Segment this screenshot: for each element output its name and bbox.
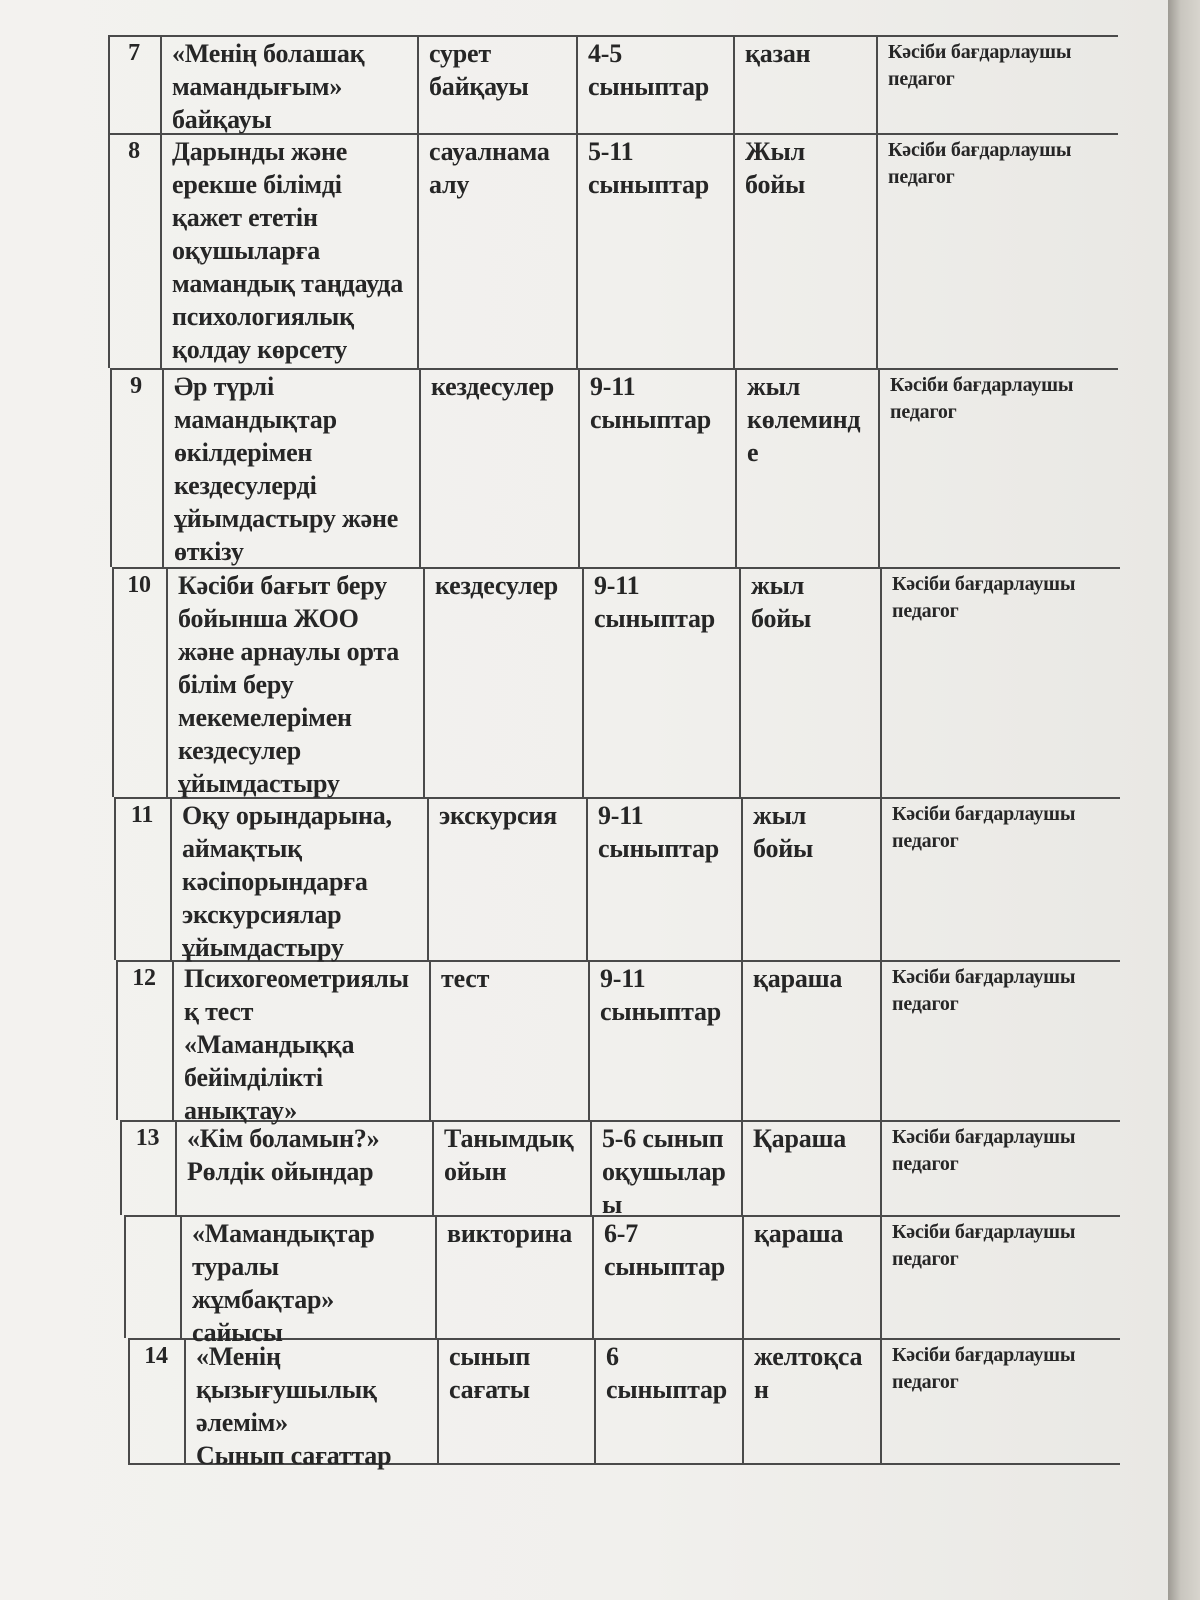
form-cell — [449, 1340, 592, 1406]
cell-line: сайысы — [192, 1318, 283, 1347]
column-rule — [124, 1215, 126, 1338]
cell-line: педагог — [892, 830, 959, 852]
form-cell — [447, 1217, 590, 1250]
cell-line: туралы — [192, 1252, 279, 1281]
cell-line: кездесулерді — [174, 471, 317, 500]
cell-line: мамандығым» — [172, 72, 343, 101]
cell-line: кездесулер — [435, 571, 558, 600]
column-rule — [880, 960, 882, 1120]
timing-cell — [754, 1340, 878, 1406]
cell-line: 5-6 сынып — [602, 1124, 724, 1153]
column-rule — [741, 1120, 743, 1215]
cell-line: бойы — [745, 170, 806, 199]
column-rule — [170, 797, 172, 960]
cell-line: экскурсиялар — [182, 900, 342, 929]
cell-line: «Мамандыққа — [184, 1030, 355, 1059]
column-rule — [880, 1338, 882, 1463]
responsible-cell — [892, 801, 1118, 855]
cell-line: 6 — [606, 1342, 619, 1371]
cell-line: сынып — [449, 1342, 531, 1371]
column-rule — [880, 797, 882, 960]
column-rule — [582, 567, 584, 797]
timing-cell — [753, 962, 878, 995]
column-rule — [166, 567, 168, 797]
event-cell — [182, 799, 425, 964]
form-cell — [429, 135, 574, 201]
column-rule — [180, 1215, 182, 1338]
column-rule — [423, 567, 425, 797]
form-cell — [439, 799, 584, 832]
event-cell — [184, 962, 427, 1127]
cell-line: Кәсіби бағдарлаушы — [890, 374, 1074, 396]
column-rule — [578, 368, 580, 567]
cell-line: білім беру — [178, 670, 294, 699]
cell-line: Сынып сағаттар — [196, 1441, 392, 1470]
cell-line: викторина — [447, 1219, 573, 1248]
cell-line: Рөлдік ойындар — [187, 1157, 374, 1186]
cell-line: сурет — [429, 39, 491, 68]
column-rule — [880, 1120, 882, 1215]
cell-line: желтоқса — [754, 1342, 863, 1371]
cell-line: сыныптар — [606, 1375, 728, 1404]
timing-cell — [753, 1122, 878, 1155]
row-number: 9 — [130, 373, 142, 399]
cell-line: қызығушылық — [196, 1375, 377, 1404]
column-rule — [429, 960, 431, 1120]
event-cell — [192, 1217, 433, 1349]
column-rule — [590, 1120, 592, 1215]
column-rule — [184, 1338, 186, 1463]
responsible-cell — [892, 1219, 1118, 1273]
audience-cell — [588, 135, 731, 201]
cell-line: Дарынды және — [172, 137, 348, 166]
responsible-cell — [888, 39, 1116, 93]
cell-line: қараша — [753, 964, 843, 993]
cell-line: жұмбақтар» — [192, 1285, 335, 1314]
column-rule — [742, 1215, 744, 1338]
page-edge-shadow — [1168, 0, 1200, 1600]
event-cell — [172, 37, 415, 136]
cell-line: Оқу орындарына, — [182, 801, 392, 830]
column-rule — [876, 35, 878, 133]
audience-cell — [594, 569, 737, 635]
cell-line: бойы — [753, 834, 814, 863]
row-number: 13 — [135, 1125, 160, 1151]
cell-line: сыныптар — [588, 72, 710, 101]
column-rule — [160, 35, 162, 133]
cell-line: «Менің болашақ — [172, 39, 365, 68]
cell-line: педагог — [890, 401, 957, 423]
responsible-cell — [892, 571, 1118, 625]
form-cell — [435, 569, 580, 602]
cell-line: 9-11 — [600, 964, 646, 993]
cell-line: қ тест — [184, 997, 254, 1026]
column-rule — [172, 960, 174, 1120]
form-cell — [431, 370, 576, 403]
event-cell — [178, 569, 421, 800]
cell-line: Қараша — [753, 1124, 847, 1153]
audience-cell — [606, 1340, 740, 1406]
cell-line: сыныптар — [604, 1252, 726, 1281]
row-number: 8 — [128, 138, 140, 164]
cell-line: ұйымдастыру — [182, 933, 344, 962]
cell-line: қазан — [745, 39, 811, 68]
column-rule — [576, 35, 578, 133]
column-rule — [576, 133, 578, 368]
cell-line: ұйымдастыру — [178, 769, 340, 798]
cell-line: кәсіпорындарға — [182, 867, 368, 896]
audience-cell — [598, 799, 739, 865]
cell-line: 9-11 — [594, 571, 640, 600]
column-rule — [108, 133, 110, 368]
column-rule — [417, 35, 419, 133]
cell-line: Кәсіби бағдарлаушы — [888, 41, 1072, 63]
cell-line: 5-11 — [588, 137, 634, 166]
column-rule — [876, 133, 878, 368]
cell-line: ерекше білімді — [172, 170, 342, 199]
event-cell — [187, 1122, 430, 1188]
cell-line: 9-11 — [590, 372, 636, 401]
cell-line: мамандық таңдауда — [172, 269, 403, 298]
cell-line: көлеминд — [747, 405, 861, 434]
column-rule — [741, 960, 743, 1120]
row-number: 12 — [132, 965, 156, 991]
column-rule — [417, 133, 419, 368]
timing-cell — [745, 135, 874, 201]
row-number: 14 — [144, 1343, 168, 1369]
timing-cell — [745, 37, 874, 70]
column-rule — [175, 1120, 177, 1215]
row-number: 11 — [130, 802, 154, 828]
cell-line: «Кім боламын?» — [187, 1124, 380, 1153]
cell-line: бойы — [751, 604, 812, 633]
column-rule — [160, 133, 162, 368]
cell-line: экскурсия — [439, 801, 557, 830]
responsible-cell — [890, 372, 1116, 426]
timing-cell — [754, 1217, 878, 1250]
column-rule — [735, 368, 737, 567]
column-rule — [594, 1338, 596, 1463]
cell-line: психологиялық — [172, 302, 354, 331]
audience-cell — [602, 1122, 739, 1221]
cell-line: Кәсіби бағдарлаушы — [892, 573, 1076, 595]
cell-line: н — [754, 1375, 769, 1404]
cell-line: анықтау» — [184, 1096, 298, 1125]
cell-line: «Менің — [196, 1342, 281, 1371]
cell-line: тест — [441, 964, 490, 993]
column-rule — [742, 1338, 744, 1463]
cell-line: қажет ететін — [172, 203, 318, 232]
cell-line: педагог — [892, 1371, 959, 1393]
cell-line: 9-11 — [598, 801, 644, 830]
cell-line: сыныптар — [600, 997, 722, 1026]
cell-line: педагог — [892, 600, 959, 622]
cell-line: Кәсіби бағдарлаушы — [892, 1344, 1076, 1366]
audience-cell — [604, 1217, 740, 1283]
timing-cell — [751, 569, 878, 635]
cell-line: жыл — [747, 372, 801, 401]
cell-line: е — [747, 438, 759, 467]
cell-line: мекемелерімен — [178, 703, 352, 732]
column-rule — [741, 797, 743, 960]
audience-cell — [600, 962, 739, 1028]
form-cell — [444, 1122, 588, 1188]
cell-line: педагог — [892, 1248, 959, 1270]
column-rule — [878, 368, 880, 567]
cell-line: Әр түрлі — [174, 372, 274, 401]
responsible-cell — [888, 137, 1116, 191]
cell-line: педагог — [892, 993, 959, 1015]
column-rule — [437, 1338, 439, 1463]
cell-line: аймақтық — [182, 834, 302, 863]
cell-line: Танымдық — [444, 1124, 574, 1153]
timing-cell — [747, 370, 876, 469]
column-rule — [733, 133, 735, 368]
cell-line: Кәсіби бағдарлаушы — [892, 803, 1076, 825]
cell-line: Жыл — [745, 137, 805, 166]
cell-line: кездесулер — [178, 736, 301, 765]
cell-line: Кәсіби бағыт беру — [178, 571, 387, 600]
column-rule — [427, 797, 429, 960]
event-cell — [172, 135, 415, 366]
cell-line: Психогеометриялы — [184, 964, 409, 993]
row-number: 10 — [127, 572, 151, 598]
cell-line: сыныптар — [590, 405, 712, 434]
cell-line: Кәсіби бағдарлаушы — [888, 139, 1072, 161]
audience-cell — [590, 370, 733, 436]
cell-line: қараша — [754, 1219, 844, 1248]
cell-line: «Мамандықтар — [192, 1219, 375, 1248]
cell-line: оқушылар — [602, 1157, 726, 1186]
cell-line: 4-5 — [588, 39, 623, 68]
cell-line: оқушыларға — [172, 236, 321, 265]
cell-line: алу — [429, 170, 470, 199]
cell-line: педагог — [888, 166, 955, 188]
cell-line: байқауы — [172, 105, 272, 134]
cell-line: педагог — [892, 1153, 959, 1175]
responsible-cell — [892, 1342, 1118, 1396]
cell-line: педагог — [888, 68, 955, 90]
cell-line: сыныптар — [594, 604, 716, 633]
column-rule — [419, 368, 421, 567]
cell-line: ұйымдастыру және — [174, 504, 399, 533]
cell-line: Кәсіби бағдарлаушы — [892, 1221, 1076, 1243]
cell-line: сағаты — [449, 1375, 530, 1404]
cell-line: жыл — [753, 801, 807, 830]
cell-line: сауалнама — [429, 137, 550, 166]
cell-line: бейімділікті — [184, 1063, 323, 1092]
cell-line: байқауы — [429, 72, 529, 101]
cell-line: әлемім» — [196, 1408, 288, 1437]
cell-line: сыныптар — [598, 834, 720, 863]
cell-line: және арнаулы орта — [178, 637, 400, 666]
responsible-cell — [892, 1124, 1118, 1178]
cell-line: жыл — [751, 571, 805, 600]
cell-line: бойынша ЖОО — [178, 604, 359, 633]
timing-cell — [753, 799, 878, 865]
cell-line: қолдау көрсету — [172, 335, 348, 364]
column-rule — [739, 567, 741, 797]
column-rule — [432, 1120, 434, 1215]
event-cell — [196, 1340, 435, 1472]
column-rule — [435, 1215, 437, 1338]
column-rule — [880, 567, 882, 797]
cell-line: Кәсіби бағдарлаушы — [892, 1126, 1076, 1148]
audience-cell — [588, 37, 731, 103]
column-rule — [880, 1215, 882, 1338]
cell-line: өкілдерімен — [174, 438, 313, 467]
cell-line: мамандықтар — [174, 405, 337, 434]
row-number: 7 — [128, 40, 140, 66]
event-cell — [174, 370, 417, 568]
column-rule — [586, 797, 588, 960]
cell-line: ы — [602, 1190, 623, 1219]
column-rule — [162, 368, 164, 567]
cell-line: ойын — [444, 1157, 507, 1186]
cell-line: өткізу — [174, 537, 244, 566]
cell-line: Кәсіби бағдарлаушы — [892, 966, 1076, 988]
cell-line: сыныптар — [588, 170, 710, 199]
cell-line: кездесулер — [431, 372, 554, 401]
column-rule — [588, 960, 590, 1120]
cell-line: 6-7 — [604, 1219, 639, 1248]
column-rule — [592, 1215, 594, 1338]
form-cell — [429, 37, 574, 103]
responsible-cell — [892, 964, 1118, 1018]
form-cell — [441, 962, 586, 995]
column-rule — [733, 35, 735, 133]
